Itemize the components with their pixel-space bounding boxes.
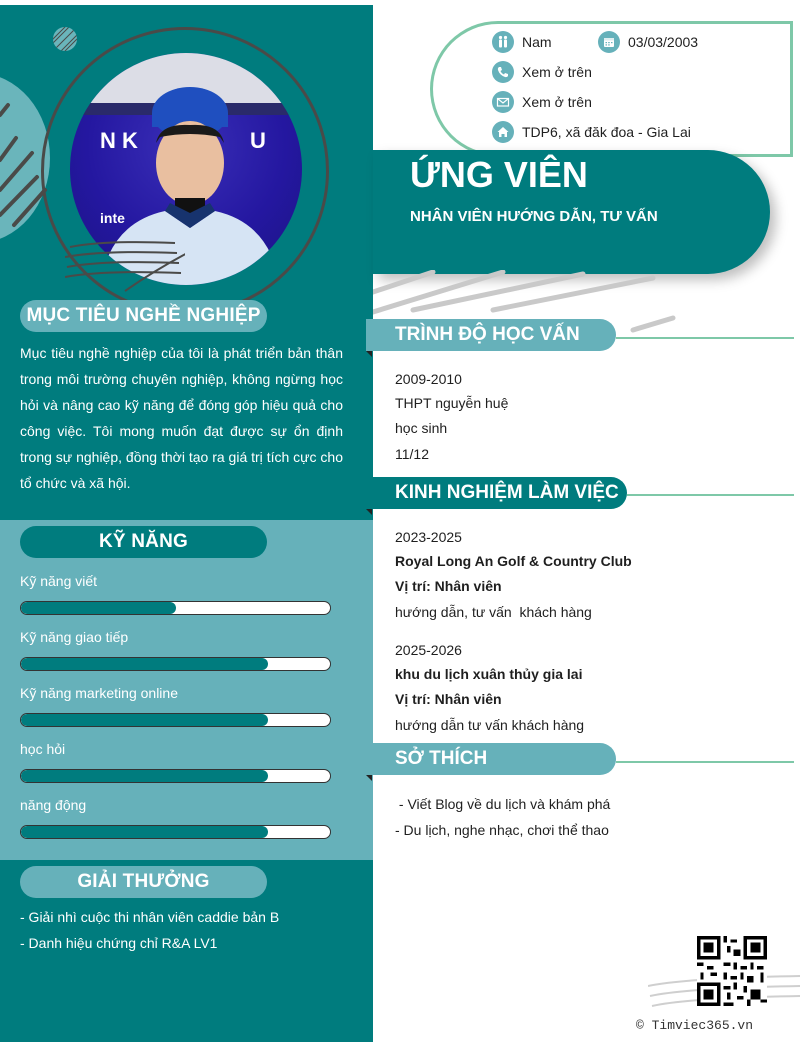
awards-heading: GIẢI THƯỞNG [20,866,267,898]
hatched-dot-decoration [53,27,77,51]
skill-progress-fill [21,658,268,670]
hobby-item: - Du lịch, nghe nhạc, chơi thể thao [395,822,609,838]
address-value: TDP6, xã đăk đoa - Gia Lai [522,124,691,140]
phone-value: Xem ở trên [522,64,592,80]
skill-label: Kỹ năng marketing online [20,685,178,701]
experience-company: khu du lịch xuân thủy gia lai [395,666,583,682]
skill-progress-fill [21,826,268,838]
experience-description: hướng dẫn tư vấn khách hàng [395,717,585,733]
candidate-name: ỨNG VIÊN [410,154,588,195]
skill-item [20,571,332,615]
skill-progress-fill [21,602,176,614]
hobbies-heading: SỞ THÍCH [366,743,616,775]
ribbon-fold [366,775,372,781]
skill-progress-fill [21,770,268,782]
postmark-decoration [65,235,185,295]
home-icon [492,121,514,143]
career-objective-heading: MỤC TIÊU NGHỀ NGHIỆP [20,300,267,332]
skill-item [20,683,332,727]
career-objective-text: Mục tiêu nghề nghiệp của tôi là phát triển bản thân trong môi trường chuyên nghiệp, không ngừng học hỏi và nâng cao kỹ năng để đóng góp hiệu quả cho công việc. Tôi mong muốn đạt được sự ổn định trong sự nghiệp, đồng thời tạo ra giá trị tích cực cho tổ chức và xã hội. [20,345,343,491]
skill-item [20,627,332,671]
ribbon-fold [366,351,372,357]
skill-progress-bar [20,769,331,783]
calendar-icon [598,31,620,53]
contact-gender [492,31,552,53]
education-role: học sinh [395,420,448,436]
left-column [0,5,373,1042]
skill-progress-bar [20,713,331,727]
experience-position: Vị trí: Nhân viên [395,578,502,594]
qr-code[interactable] [696,936,768,1006]
svg-text:N K: N K [100,128,138,153]
copyright-text[interactable]: © Timviec365.vn [636,1018,754,1033]
contact-birthday [598,31,698,53]
experience-company: Royal Long An Golf & Country Club [395,553,632,569]
phone-icon [492,61,514,83]
hobby-item: - Viết Blog về du lịch và khám phá [395,796,611,812]
svg-text:U: U [250,128,266,153]
contact-phone [492,61,592,83]
skill-item [20,739,332,783]
skill-progress-fill [21,714,268,726]
skill-label: năng động [20,797,87,813]
education-period: 2009-2010 [395,371,462,387]
ribbon-fold [366,509,372,515]
skill-label: Kỹ năng viết [20,573,98,589]
gender-icon [492,31,514,53]
experience-description: hướng dẫn, tư vấn khách hàng [395,604,592,620]
education-school: THPT nguyễn huệ [395,395,509,411]
award-item: - Danh hiệu chứng chỉ R&A LV1 [20,935,218,951]
skill-label: Kỹ năng giao tiếp [20,629,129,645]
education-grade: 11/12 [395,446,429,462]
gender-value: Nam [522,34,552,50]
skill-progress-bar [20,657,331,671]
education-heading: TRÌNH ĐỘ HỌC VẤN [366,319,616,351]
svg-text:inte: inte [100,210,125,226]
skill-label: học hỏi [20,741,66,757]
email-value: Xem ở trên [522,94,592,110]
section-divider [616,337,794,339]
skill-progress-bar [20,825,331,839]
candidate-position: NHÂN VIÊN HƯỚNG DẪN, TƯ VẤN [410,208,658,225]
experience-heading: KINH NGHIỆM LÀM VIỆC [366,477,627,509]
section-divider [627,494,794,496]
skill-progress-bar [20,601,331,615]
experience-position: Vị trí: Nhân viên [395,691,502,707]
skills-heading: KỸ NĂNG [20,526,267,558]
skill-item [20,795,332,839]
section-divider [616,761,794,763]
experience-period: 2025-2026 [395,642,462,658]
contact-address [492,121,691,143]
birthday-value: 03/03/2003 [628,34,699,50]
email-icon [492,91,514,113]
contact-email [492,91,592,113]
experience-period: 2023-2025 [395,529,462,545]
award-item: - Giải nhì cuộc thi nhân viên caddie bản B [20,909,280,925]
